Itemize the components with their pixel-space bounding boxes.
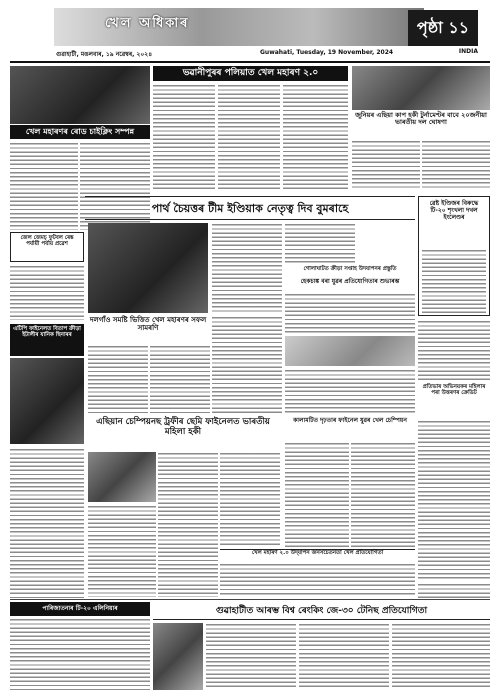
text-youth-comp bbox=[285, 293, 415, 333]
photo-junior-hockey bbox=[352, 66, 490, 110]
text-road-race bbox=[10, 142, 78, 230]
headline-youth-comp: হেকচাঙ্ক বৰা যুৱৰ প্ৰতিযোগিতাৰ শুভাৰম্ভ bbox=[300, 278, 400, 285]
headline-bhawanipur: ভৱানীপুৰৰ পলিয়াত খেল মহাৰণ ২.০ bbox=[153, 66, 348, 81]
headline-pratibha: প্ৰতিভাৰ অভিনয়কৰ মহিলাৰ পৰা উত্তৰণৰ ক্ৰেডিট bbox=[422, 384, 486, 397]
text-womens-hockey-3 bbox=[88, 505, 156, 597]
headline-junior-hockey: জুনিয়ৰ এছিয়া কাপ হকী টুৰ্নামেণ্টৰ বাবে ২০জনীয়া ভাৰতীয় দল ঘোষণা bbox=[355, 111, 487, 127]
box-wi-t20 bbox=[418, 196, 490, 316]
text-pratibha bbox=[418, 420, 490, 580]
headline-t20-club: পাৰিজাতনাৰ টি-২০ এলিনিয়াৰ bbox=[10, 602, 150, 616]
text-khel-school bbox=[220, 563, 415, 597]
divider-bottom bbox=[10, 599, 490, 600]
date-assamese: গুৱাহাটী, মঙলবাৰ, ১৯ নৱেম্বৰ, ২০২৪ bbox=[56, 51, 153, 58]
text-golaghat bbox=[285, 369, 415, 415]
masthead-title: খেল অধিকাৰ bbox=[105, 16, 190, 31]
text-junior-hockey-2 bbox=[422, 140, 490, 190]
text-womens-hockey bbox=[158, 452, 218, 597]
text-kalamati-2 bbox=[351, 442, 415, 547]
headline-kalamati: কালামটিত দৃঢ়তাৰ ফাইনেল যুৱৰ খেল চেম্পিয়ন bbox=[293, 417, 407, 424]
text-bhawanipur bbox=[153, 84, 215, 192]
text-tennis-2 bbox=[299, 623, 389, 690]
text-tennis bbox=[206, 623, 296, 690]
headline-wi-t20: ৱেষ্ট ইণ্ডিজৰ বিৰুদ্ধে টি-২০ শৃংখলা দখল ইংলেণ্ডৰ bbox=[429, 200, 479, 221]
page-number: পৃষ্ঠা ১১ bbox=[408, 10, 478, 46]
text-atp bbox=[10, 448, 84, 598]
photo-golaghat bbox=[285, 336, 415, 366]
text-pratibha-2 bbox=[418, 583, 490, 599]
text-parth-3 bbox=[212, 316, 282, 415]
text-dalgaon-2 bbox=[150, 345, 210, 415]
text-parth-2 bbox=[285, 223, 355, 263]
photo-sinner bbox=[10, 358, 84, 444]
masthead-tag: INDIA bbox=[458, 48, 478, 55]
photo-bhawanipur bbox=[10, 66, 150, 124]
text-parth bbox=[212, 223, 282, 313]
headline-khel-school: খেল মহাৰণ ২.০ উদ্‌যাপন জনসচেতনতা খেল প্ৰতিযোগিতা bbox=[220, 549, 415, 561]
masthead bbox=[10, 8, 490, 63]
photo-womens-hockey bbox=[88, 452, 156, 502]
headline-jail-football: জেল জেমচ্ ফুটবল ৰেঙ্ক পৰ্যায়ী পৰ্যায় প্ৰৱেশ bbox=[10, 232, 84, 262]
text-bhawanipur-3 bbox=[283, 84, 348, 192]
photo-bumrah bbox=[88, 223, 208, 313]
headline-womens-hockey: এছিয়ান চেম্পিয়নছ ট্ৰফীৰ ছেমি ফাইনেলত ভাৰতীয় মহিলা হকী bbox=[96, 417, 270, 437]
text-junior-hockey bbox=[352, 140, 420, 190]
text-bhawanipur-2 bbox=[218, 84, 280, 192]
headline-golaghat: গোলাঘাটত ক্ৰীড়া সপ্তাহ উদযাপনৰ প্ৰস্তুতি bbox=[303, 266, 397, 272]
date-english: Guwahati, Tuesday, 19 November, 2024 bbox=[260, 49, 394, 56]
text-wi-t20-2 bbox=[418, 320, 490, 380]
text-jail-football bbox=[10, 265, 84, 320]
text-wi-t20 bbox=[422, 249, 486, 313]
headline-tennis: গুৱাহাটীত আৰম্ভ বিশ্ব ৰেংকিং জে-৩০ টেনিছ প্ৰতিযোগিতা bbox=[153, 602, 490, 620]
text-t20-club bbox=[10, 618, 150, 690]
text-dalgaon bbox=[88, 345, 148, 415]
headline-dalgaon: দলগাঁও সমষ্টি ভিত্তিত খেল মহাৰণৰ সফল সামৰণি bbox=[89, 316, 207, 333]
text-tennis-3 bbox=[392, 623, 490, 690]
headline-atp: এটিপি ফাইনেলত বিতাপ ক্ৰীড়া ইটালীৰ যানিক ছিনাৰৰ bbox=[10, 324, 84, 356]
headline-parth: পাৰ্থ চৈয়ত্তৰ টীম ইণ্ডিয়াক নেতৃত্ব দিব বুমৰাহে bbox=[85, 196, 415, 220]
photo-tennis bbox=[153, 623, 203, 690]
headline-road-race: খেল মহাৰণৰ ৰোড চাইক্লিং সম্পন্ন bbox=[10, 125, 150, 139]
text-kalamati bbox=[285, 442, 349, 547]
text-womens-hockey-2 bbox=[220, 452, 280, 547]
